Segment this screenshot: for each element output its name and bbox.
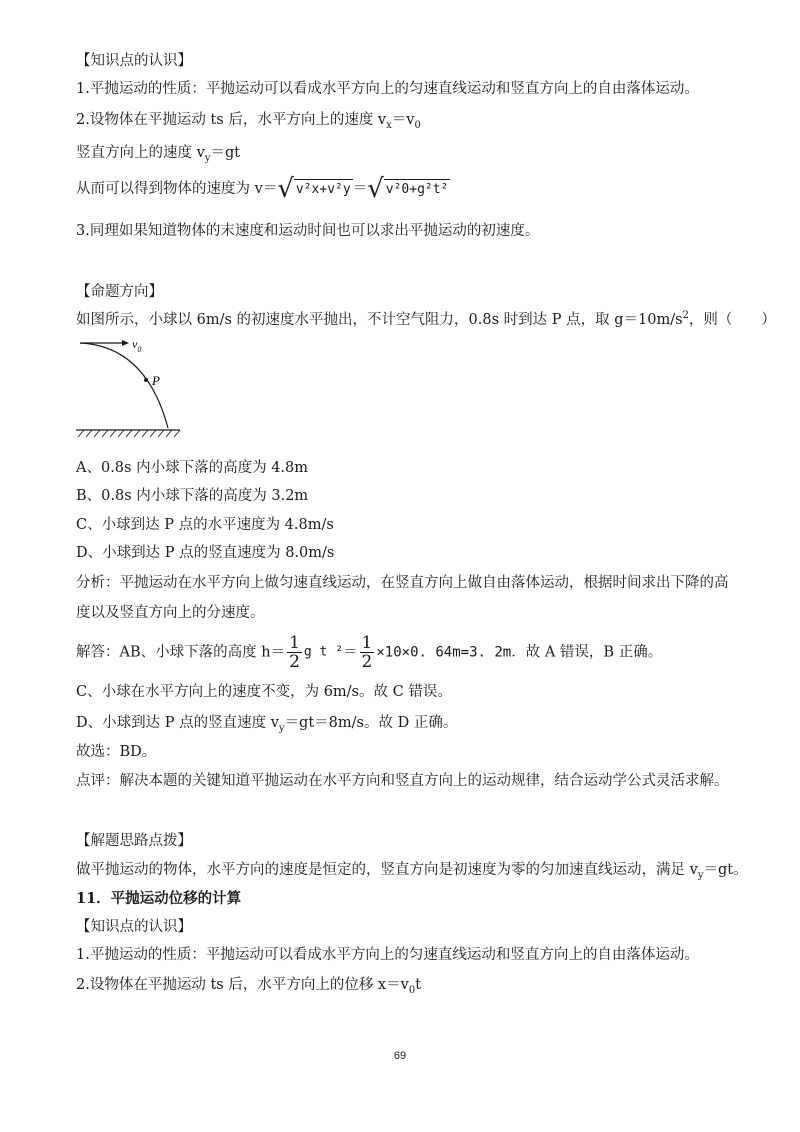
sqrt-symbol: √ (277, 174, 294, 204)
answer-line: C、小球在水平方向上的速度不变，为 6m/s。故 C 错误。 (76, 684, 452, 700)
section-heading: 【命题方向】 (76, 284, 163, 300)
section-title: 11．平抛运动位移的计算 (76, 890, 242, 907)
page-number: 69 (393, 1050, 407, 1062)
text-line: 竖直方向上的速度 $v_y=gt$ (76, 145, 241, 164)
text-line: 2.设物体在平抛运动 ts 后，水平方向上的速度 $v_x=v_0$ (76, 112, 421, 131)
formula-line: 从而可以得到物体的速度为 v＝√ v²x+v²y ＝√ v²0+g²t² (76, 174, 449, 204)
text-line: 1.平抛运动的性质：平抛运动可以看成水平方向上的匀速直线运动和竖直方向上的自由落体运动。 (76, 81, 699, 97)
answer-choice: 故选：BD。 (76, 744, 157, 760)
sqrt-symbol: √ (367, 174, 384, 204)
section-heading: 【知识点的认识】 (76, 919, 192, 935)
section-heading: 【知识点的认识】 (76, 53, 192, 69)
ground-hatching (78, 430, 180, 437)
analysis-line: 分析：平抛运动在水平方向上做匀速直线运动，在竖直方向上做自由落体运动，根据时间求出下降的高 (76, 575, 729, 591)
analysis-line: 度以及竖直方向上的分速度。 (76, 605, 265, 621)
radicand: v²x+v²y (294, 179, 353, 200)
option-d: D、小球到达 P 点的竖直速度为 8.0m/s (76, 545, 335, 561)
answer-formula-line: 解答：AB、小球下落的高度 h＝ $\frac{1}{2}$ g t ²＝ $\frac{1}{2}$ ×10×0. 64m=3. 2m．故 A 错误，B 正确。 (76, 633, 663, 672)
section-heading: 【解题思路点拨】 (76, 833, 192, 849)
radicand: v²0+g²t² (384, 179, 451, 200)
projectile-figure (76, 334, 196, 438)
text-line: 2.设物体在平抛运动 ts 后，水平方向上的位移 $x=v_0t$ (76, 977, 422, 996)
option-a: A、0.8s 内小球下落的高度为 4.8m (76, 460, 308, 476)
comment-line: 点评：解决本题的关键知道平抛运动在水平方向和竖直方向上的运动规律，结合运动学公式灵活求解。 (76, 773, 729, 789)
p-label: P (152, 373, 160, 388)
option-c: C、小球到达 P 点的水平速度为 4.8m/s (76, 517, 334, 533)
question-stem: 如图所示，小球以 6m/s 的初速度水平抛出，不计空气阻力，0.8s 时到达 P 点，取 $g=10m/s^2$，则（ ） (76, 310, 776, 328)
v0-label: $v_0$ (132, 337, 142, 354)
text-line: 做平抛运动的物体，水平方向的速度是恒定的，竖直方向是初速度为零的匀加速直线运动，满足 $v_y=gt$。 (76, 862, 748, 881)
answer-line: D、小球到达 P 点的竖直速度 $v_y=gt=8m/s$。故 D 正确。 (76, 715, 458, 734)
point-p (144, 378, 148, 382)
text-line: 1.平抛运动的性质：平抛运动可以看成水平方向上的匀速直线运动和竖直方向上的自由落体运动。 (76, 947, 699, 963)
arrow-head-icon (122, 340, 129, 346)
fraction-half: $\frac{1}{2}$ (361, 633, 373, 672)
option-b: B、0.8s 内小球下落的高度为 3.2m (76, 488, 309, 504)
fraction-half: $\frac{1}{2}$ (289, 633, 300, 672)
text-line: 3.同理如果知道物体的末速度和运动时间也可以求出平抛运动的初速度。 (76, 223, 540, 239)
